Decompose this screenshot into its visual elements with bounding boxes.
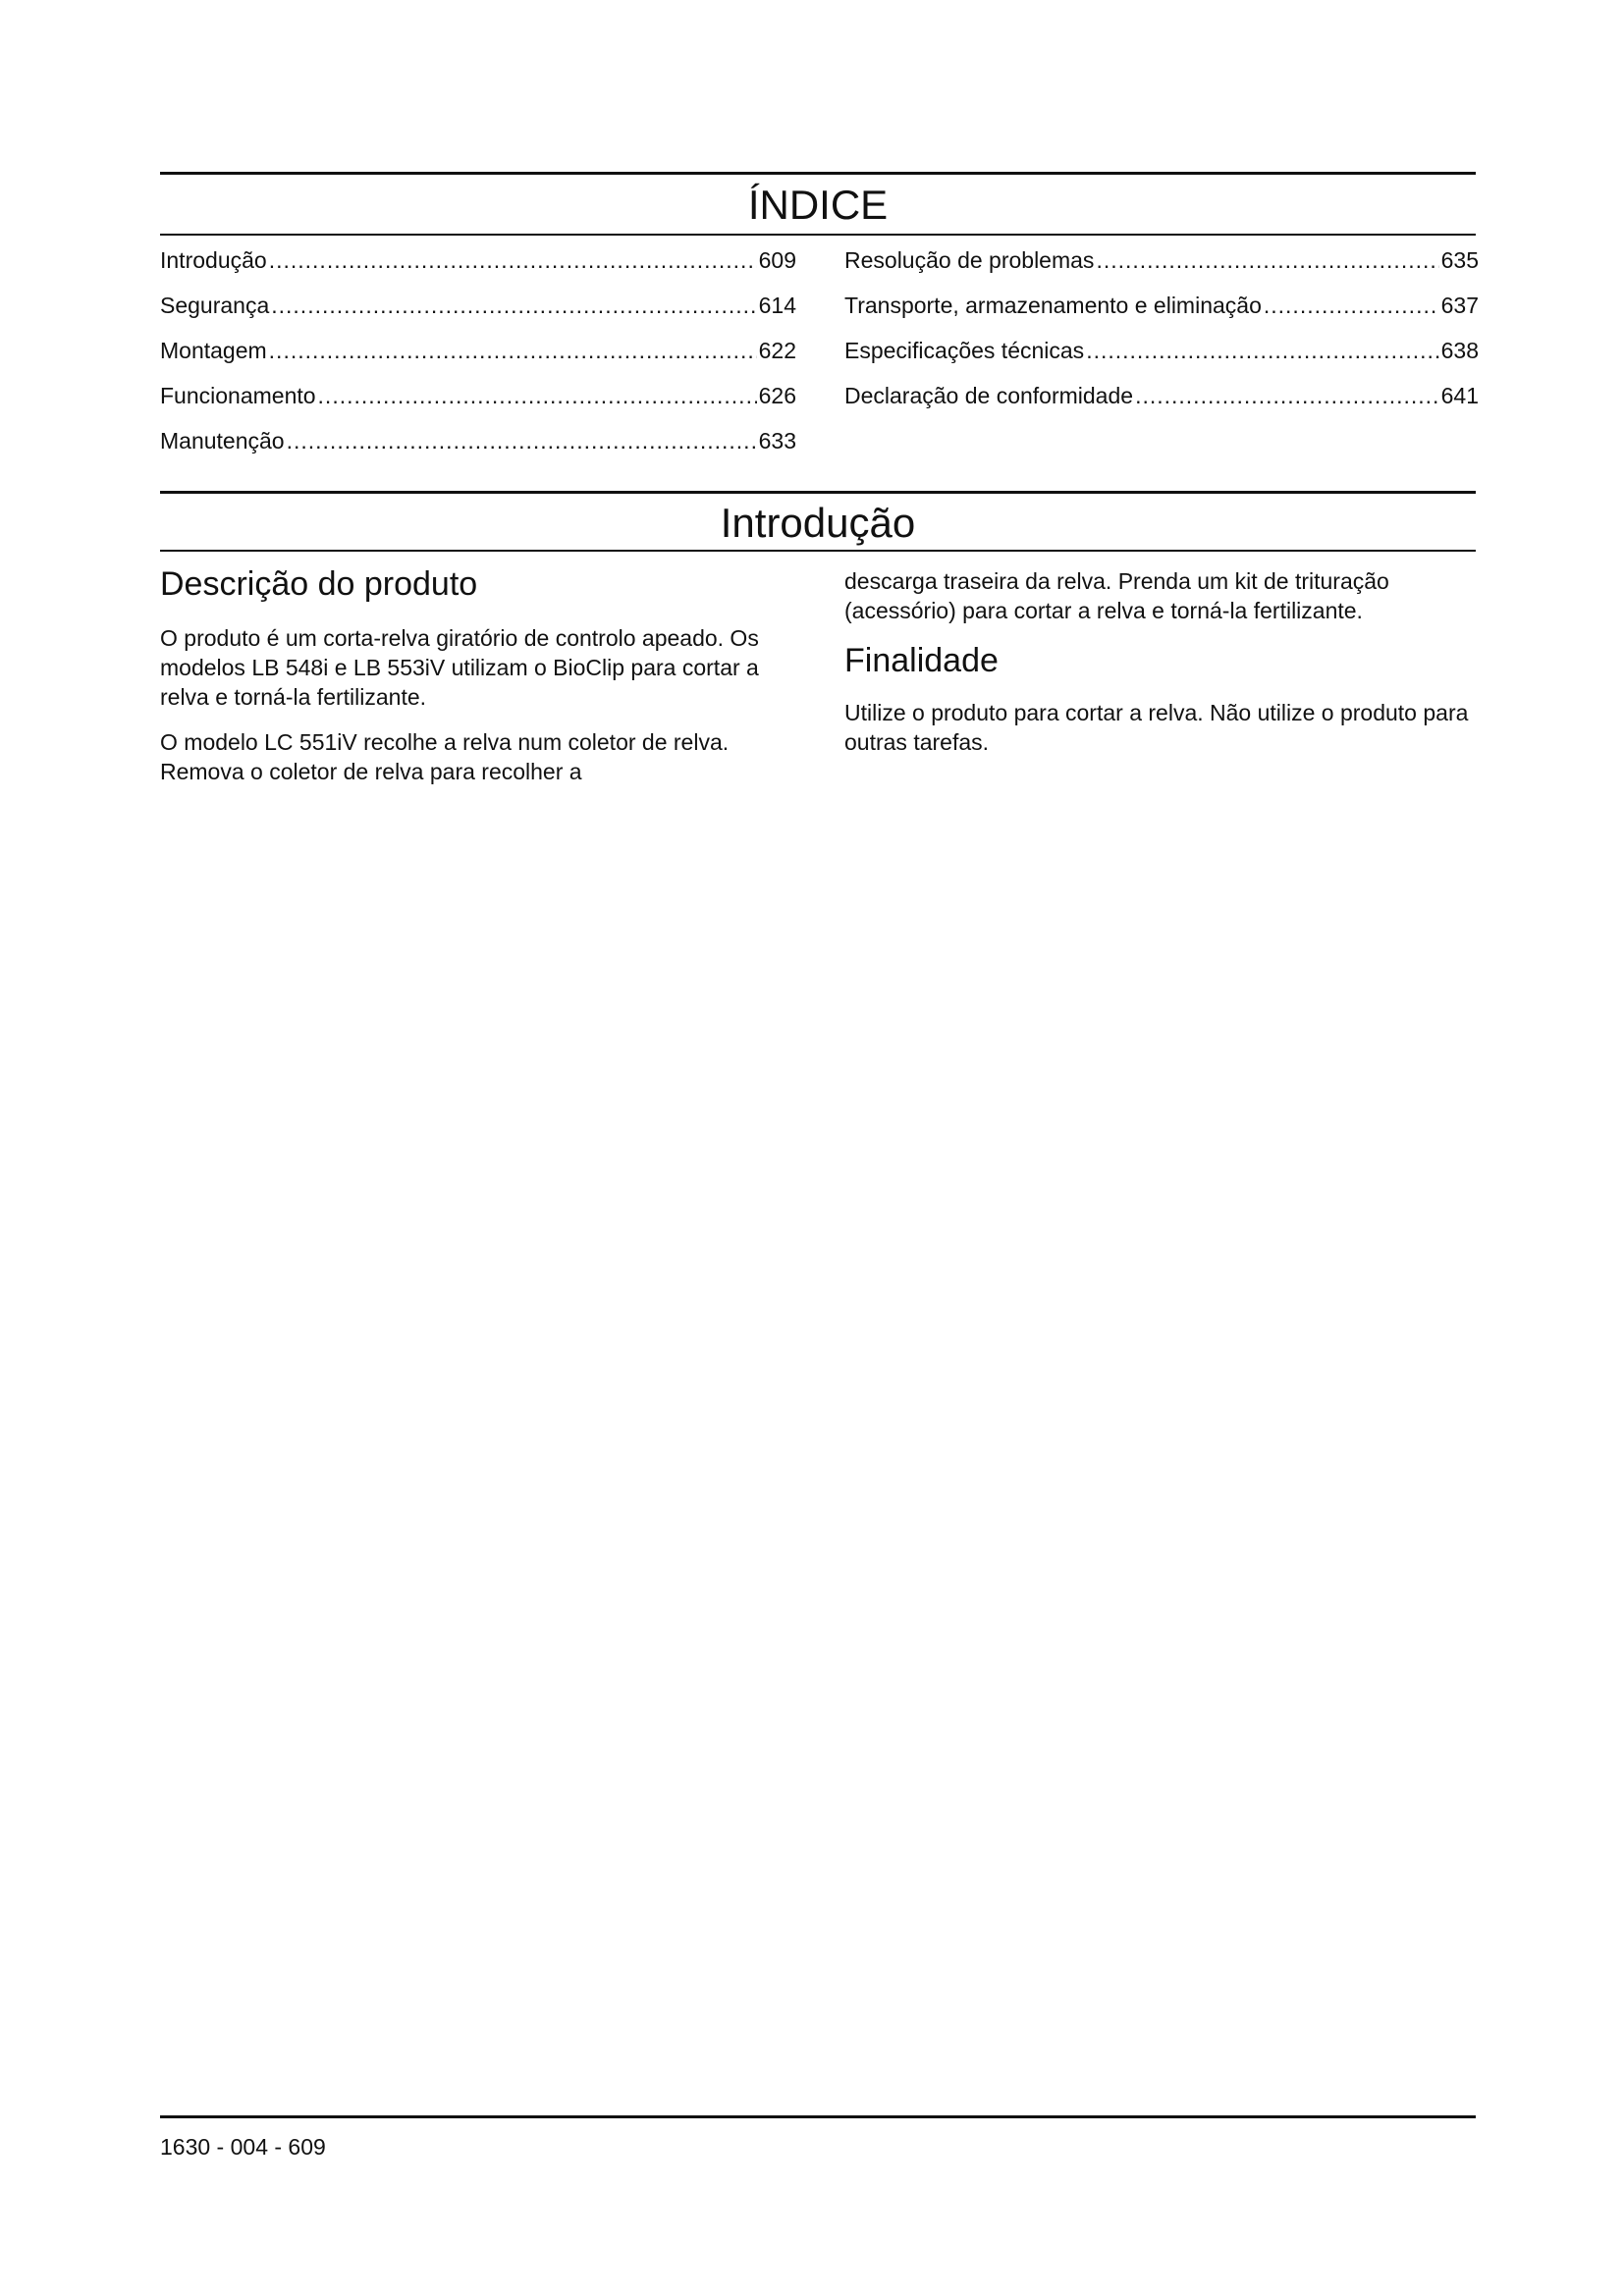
toc-title: ÍNDICE bbox=[747, 182, 889, 228]
toc-entry-page: 641 bbox=[1440, 383, 1479, 408]
toc-entry-label: Manutenção bbox=[160, 428, 285, 454]
toc-entry-page: 609 bbox=[758, 247, 796, 273]
toc-dot-leader bbox=[1096, 245, 1438, 275]
toc-entry[interactable] bbox=[160, 426, 796, 471]
toc-dot-leader bbox=[271, 291, 756, 320]
toc-entry-label: Especificações técnicas bbox=[844, 338, 1085, 363]
toc-dot-leader bbox=[287, 426, 757, 455]
toc-top-rule bbox=[160, 172, 1476, 175]
toc-entry-label: Transporte, armazenamento e eliminação bbox=[844, 293, 1262, 318]
toc-entry-page: 622 bbox=[758, 338, 796, 363]
toc-right-column bbox=[844, 245, 1479, 426]
toc-dot-leader bbox=[318, 381, 757, 410]
toc-entry-label: Declaração de conformidade bbox=[844, 383, 1134, 408]
toc-dot-leader bbox=[269, 245, 757, 275]
toc-entry-page: 633 bbox=[758, 428, 796, 454]
purpose-paragraph: Utilize o produto para cortar a relva. Não utilize o produto para outras tarefas. bbox=[844, 700, 1469, 755]
toc-dot-leader bbox=[1135, 381, 1439, 410]
toc-entry-label: Introdução bbox=[160, 247, 267, 273]
document-number: 1630 - 004 - bbox=[160, 2134, 283, 2160]
product-description-heading: Descrição do produto bbox=[160, 565, 478, 603]
intro-top-rule bbox=[160, 491, 1476, 494]
toc-entry[interactable] bbox=[844, 381, 1479, 426]
purpose-heading: Finalidade bbox=[844, 642, 999, 679]
toc-entry-page: 638 bbox=[1440, 338, 1479, 363]
toc-entry[interactable] bbox=[160, 291, 796, 336]
intro-right-column bbox=[844, 566, 1488, 773]
toc-entry-label: Montagem bbox=[160, 338, 267, 363]
toc-entry-page: 614 bbox=[758, 293, 796, 318]
toc-entry-page: 637 bbox=[1440, 293, 1479, 318]
intro-bottom-rule bbox=[160, 550, 1476, 552]
toc-entry[interactable] bbox=[844, 291, 1479, 336]
toc-bottom-rule bbox=[160, 234, 1476, 236]
toc-dot-leader bbox=[1264, 291, 1439, 320]
toc-entry[interactable] bbox=[844, 245, 1479, 291]
toc-entry[interactable] bbox=[160, 245, 796, 291]
intro-title: Introdução bbox=[720, 500, 916, 546]
toc-left-column bbox=[160, 245, 796, 471]
page-footer bbox=[160, 2132, 326, 2162]
toc-entry-label: Resolução de problemas bbox=[844, 247, 1095, 273]
collector-paragraph: O modelo LC 551iV recolhe a relva num coletor de relva. Remova o coletor de relva para recolher a bbox=[160, 729, 730, 784]
toc-dot-leader bbox=[1086, 336, 1438, 365]
toc-entry[interactable] bbox=[160, 336, 796, 381]
product-description-paragraph: O produto é um corta-relva giratório de controlo apeado. Os modelos LB 548i e LB 553iV utilizam o BioClip para cortar a relva e torná-la fertilizante. bbox=[160, 625, 759, 710]
toc-entry[interactable] bbox=[160, 381, 796, 426]
collector-paragraph-continued: descarga traseira da relva. Prenda um kit de trituração (acessório) para cortar a relva e torná-la fertilizante. bbox=[844, 568, 1389, 623]
intro-left-column bbox=[160, 564, 803, 802]
toc-dot-leader bbox=[269, 336, 757, 365]
footer-rule bbox=[160, 2115, 1476, 2118]
toc-entry[interactable] bbox=[844, 336, 1479, 381]
toc-entry-label: Segurança bbox=[160, 293, 270, 318]
toc-entry-page: 635 bbox=[1440, 247, 1479, 273]
page-number: 609 bbox=[288, 2134, 326, 2160]
toc-entry-page: 626 bbox=[758, 383, 796, 408]
toc-entry-label: Funcionamento bbox=[160, 383, 316, 408]
